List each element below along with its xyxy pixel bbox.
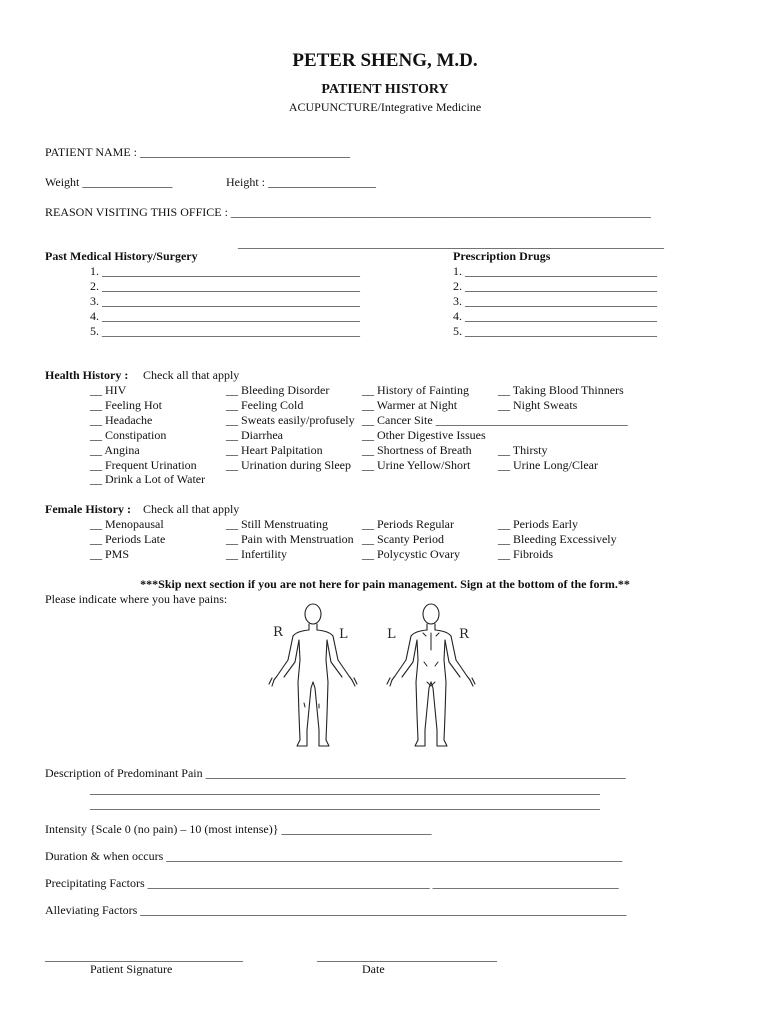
- past-medical-line[interactable]: 3. ___________________________________________: [90, 294, 360, 308]
- front-left-label: L: [339, 627, 348, 642]
- form-subtitle: ACUPUNCTURE/Integrative Medicine: [288, 100, 482, 114]
- health-checkbox[interactable]: __ Taking Blood Thinners: [498, 383, 624, 397]
- reason-field[interactable]: REASON VISITING THIS OFFICE : ______________________________________________________________________: [45, 205, 651, 219]
- back-body-figure: [387, 604, 475, 746]
- health-history-title: Health History :: [45, 368, 129, 382]
- alleviating-factors-field[interactable]: Alleviating Factors _________________________________________________________________________________: [45, 903, 627, 917]
- duration-field[interactable]: Duration & when occurs ____________________________________________________________________________: [45, 849, 623, 863]
- pain-description-continued[interactable]: _____________________________________________________________________________________: [90, 797, 600, 811]
- female-checkbox[interactable]: __ PMS: [90, 547, 130, 561]
- health-checkbox[interactable]: __ Feeling Hot: [90, 398, 162, 412]
- health-checkbox[interactable]: __ Drink a Lot of Water: [90, 472, 206, 486]
- height-field[interactable]: Height : __________________: [226, 175, 376, 189]
- date-label: Date: [362, 962, 385, 976]
- reason-field-continued[interactable]: _______________________________________________________________________: [238, 236, 664, 250]
- date-line[interactable]: ______________________________: [317, 949, 497, 963]
- skip-note: ***Skip next section if you are not here for pain management. Sign at the bottom of the form.**: [140, 577, 630, 591]
- patient-signature-label: Patient Signature: [90, 962, 173, 976]
- female-checkbox[interactable]: __ Scanty Period: [362, 532, 444, 546]
- health-checkbox[interactable]: __ Angina: [90, 443, 140, 457]
- health-checkbox[interactable]: __ Urination during Sleep: [226, 458, 351, 472]
- female-history-title: Female History :: [45, 502, 131, 516]
- health-checkbox[interactable]: __ Feeling Cold: [226, 398, 304, 412]
- health-checkbox[interactable]: __ Night Sweats: [498, 398, 578, 412]
- back-left-label: L: [387, 627, 396, 642]
- health-checkbox[interactable]: __ Other Digestive Issues: [362, 428, 486, 442]
- health-checkbox[interactable]: __ Thirsty: [498, 443, 548, 457]
- prescription-title: Prescription Drugs: [453, 249, 551, 263]
- back-right-label: R: [459, 627, 469, 642]
- female-history-instruction: Check all that apply: [143, 502, 240, 516]
- health-checkbox[interactable]: __ Shortness of Breath: [362, 443, 472, 457]
- prescription-line[interactable]: 5. ________________________________: [453, 324, 657, 338]
- female-checkbox[interactable]: __ Menopausal: [90, 517, 164, 531]
- past-medical-line[interactable]: 5. ___________________________________________: [90, 324, 360, 338]
- health-checkbox[interactable]: __ Heart Palpitation: [226, 443, 323, 457]
- female-checkbox[interactable]: __ Still Menstruating: [226, 517, 328, 531]
- prescription-line[interactable]: 1. ________________________________: [453, 264, 657, 278]
- health-checkbox[interactable]: __ Constipation: [90, 428, 167, 442]
- female-checkbox[interactable]: __ Infertility: [226, 547, 287, 561]
- health-checkbox[interactable]: __ Frequent Urination: [90, 458, 197, 472]
- past-medical-title: Past Medical History/Surgery: [45, 249, 198, 263]
- health-checkbox[interactable]: __ Diarrhea: [226, 428, 283, 442]
- past-medical-line[interactable]: 2. ___________________________________________: [90, 279, 360, 293]
- health-checkbox[interactable]: __ Urine Long/Clear: [498, 458, 598, 472]
- health-checkbox[interactable]: __ History of Fainting: [362, 383, 469, 397]
- patient-signature-line[interactable]: _________________________________: [45, 949, 243, 963]
- pain-indicate-label: Please indicate where you have pains:: [45, 592, 228, 606]
- doctor-name: PETER SHENG, M.D.: [292, 50, 478, 71]
- pain-description-continued[interactable]: _____________________________________________________________________________________: [90, 782, 600, 796]
- female-checkbox[interactable]: __ Periods Regular: [362, 517, 454, 531]
- past-medical-line[interactable]: 4. ___________________________________________: [90, 309, 360, 323]
- body-diagram[interactable]: [253, 600, 493, 752]
- female-checkbox[interactable]: __ Pain with Menstruation: [226, 532, 354, 546]
- pain-description-field[interactable]: Description of Predominant Pain ______________________________________________________________________: [45, 766, 626, 780]
- health-checkbox[interactable]: __ Bleeding Disorder: [226, 383, 330, 397]
- intensity-field[interactable]: Intensity {Scale 0 (no pain) – 10 (most intense)} _________________________: [45, 822, 432, 836]
- health-history-instruction: Check all that apply: [143, 368, 240, 382]
- female-checkbox[interactable]: __ Polycystic Ovary: [362, 547, 460, 561]
- health-checkbox[interactable]: __ Warmer at Night: [362, 398, 458, 412]
- female-checkbox[interactable]: __ Periods Early: [498, 517, 578, 531]
- health-checkbox[interactable]: __ Sweats easily/profusely: [226, 413, 355, 427]
- female-checkbox[interactable]: __ Periods Late: [90, 532, 166, 546]
- patient-name-field[interactable]: PATIENT NAME : ___________________________________: [45, 145, 351, 159]
- weight-field[interactable]: Weight _______________: [45, 175, 173, 189]
- female-checkbox[interactable]: __ Bleeding Excessively: [498, 532, 617, 546]
- form-title: PATIENT HISTORY: [321, 82, 449, 97]
- prescription-line[interactable]: 3. ________________________________: [453, 294, 657, 308]
- past-medical-line[interactable]: 1. ___________________________________________: [90, 264, 360, 278]
- prescription-line[interactable]: 2. ________________________________: [453, 279, 657, 293]
- health-checkbox[interactable]: __ Urine Yellow/Short: [362, 458, 471, 472]
- health-checkbox-cancer-site[interactable]: __ Cancer Site ________________________________: [362, 413, 628, 427]
- female-checkbox[interactable]: __ Fibroids: [498, 547, 554, 561]
- prescription-line[interactable]: 4. ________________________________: [453, 309, 657, 323]
- health-checkbox[interactable]: __ HIV: [90, 383, 127, 397]
- health-checkbox[interactable]: __ Headache: [90, 413, 153, 427]
- front-right-label: R: [273, 625, 283, 640]
- precipitating-factors-field[interactable]: Precipitating Factors _______________________________________________ _______________________________: [45, 876, 619, 890]
